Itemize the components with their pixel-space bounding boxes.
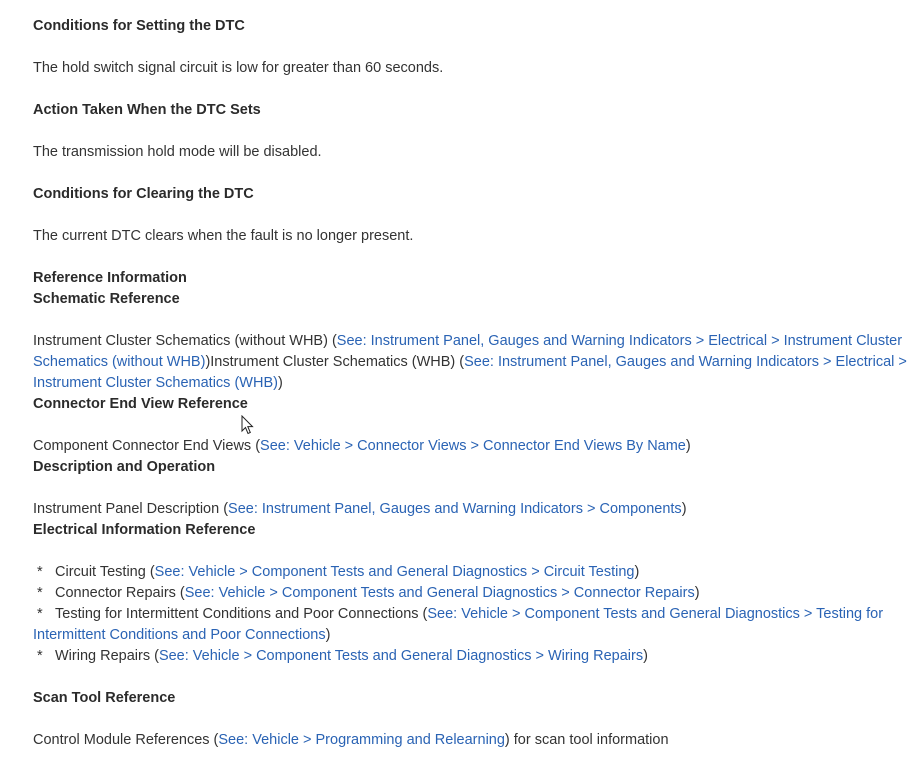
bullet-marker: * [37,606,43,622]
heading-conditions-clearing: Conditions for Clearing the DTC [33,186,254,202]
list-item [33,583,913,604]
heading-electrical-information: Electrical Information Reference [33,522,256,538]
heading-schematic-reference: Schematic Reference [33,291,180,307]
list-item-close: ) [325,627,331,643]
text-action-taken: The transmission hold mode will be disabled. [33,144,322,160]
connector-repairs-link[interactable]: See: Vehicle > Component Tests and General Diagnostics > Connector Repairs [184,585,695,601]
connector-end-views-link[interactable]: See: Vehicle > Connector Views > Connector End Views By Name [260,438,686,454]
bullet-marker: * [37,564,43,580]
schematic-item2-label: Instrument Cluster Schematics (WHB) ( [210,354,465,370]
connector-close: ) [685,438,691,454]
list-item-close: ) [634,564,640,580]
circuit-testing-link[interactable]: See: Vehicle > Component Tests and General Diagnostics > Circuit Testing [154,564,635,580]
description-label: Instrument Panel Description ( [33,501,229,517]
text-conditions-clearing: The current DTC clears when the fault is no longer present. [33,228,414,244]
heading-conditions-setting: Conditions for Setting the DTC [33,18,245,34]
heading-connector-end-view: Connector End View Reference [33,396,248,412]
electrical-list [33,562,913,667]
list-item-close: ) [643,648,648,664]
wiring-repairs-link[interactable]: See: Vehicle > Component Tests and General Diagnostics > Wiring Repairs [158,648,644,664]
heading-reference-information: Reference Information [33,270,187,286]
list-item [33,646,913,667]
schematic-item2-close: ) [277,375,283,391]
description-reference-text [33,499,913,520]
mouse-pointer-icon [241,415,255,435]
heading-action-taken: Action Taken When the DTC Sets [33,102,261,118]
intermittent-conditions-link[interactable]: See: Vehicle > Component Tests and General Diagnostics > Testing for Intermittent Conditions and Poor Connections [33,606,884,643]
scan-close: ) for scan tool information [504,732,669,748]
scan-label: Control Module References ( [33,732,219,748]
description-close: ) [681,501,687,517]
list-item [33,604,913,646]
heading-description-operation: Description and Operation [33,459,216,475]
programming-relearning-link[interactable]: See: Vehicle > Programming and Relearning [218,732,505,748]
list-item-label: Testing for Intermittent Conditions and Poor Connections ( [55,606,428,622]
heading-scan-tool-reference: Scan Tool Reference [33,690,176,706]
text-conditions-setting: The hold switch signal circuit is low for greater than 60 seconds. [33,60,444,76]
connector-label: Component Connector End Views ( [33,438,261,454]
list-item-label: Circuit Testing ( [55,564,155,580]
list-item-close: ) [694,585,700,601]
description-components-link[interactable]: See: Instrument Panel, Gauges and Warning Indicators > Components [228,501,682,517]
bullet-marker: * [37,648,43,664]
schematic-item2-link[interactable]: See: Instrument Panel, Gauges and Warning Indicators > Electrical > Instrument Cluster Schematics (WHB) [33,354,907,391]
list-item-label: Connector Repairs ( [55,585,185,601]
list-item [33,562,913,583]
document-body [33,16,913,751]
scan-tool-reference-text [33,730,913,751]
schematic-reference-text [33,331,913,394]
schematic-item1-label: Instrument Cluster Schematics (without WHB) ( [33,333,337,349]
schematic-item1-close: ) [205,354,211,370]
list-item-label: Wiring Repairs ( [55,648,159,664]
connector-reference-text [33,436,913,457]
schematic-item1-link[interactable]: See: Instrument Panel, Gauges and Warning Indicators > Electrical > Instrument Cluster Schematics (without WHB) [33,333,903,370]
bullet-marker: * [37,585,43,601]
